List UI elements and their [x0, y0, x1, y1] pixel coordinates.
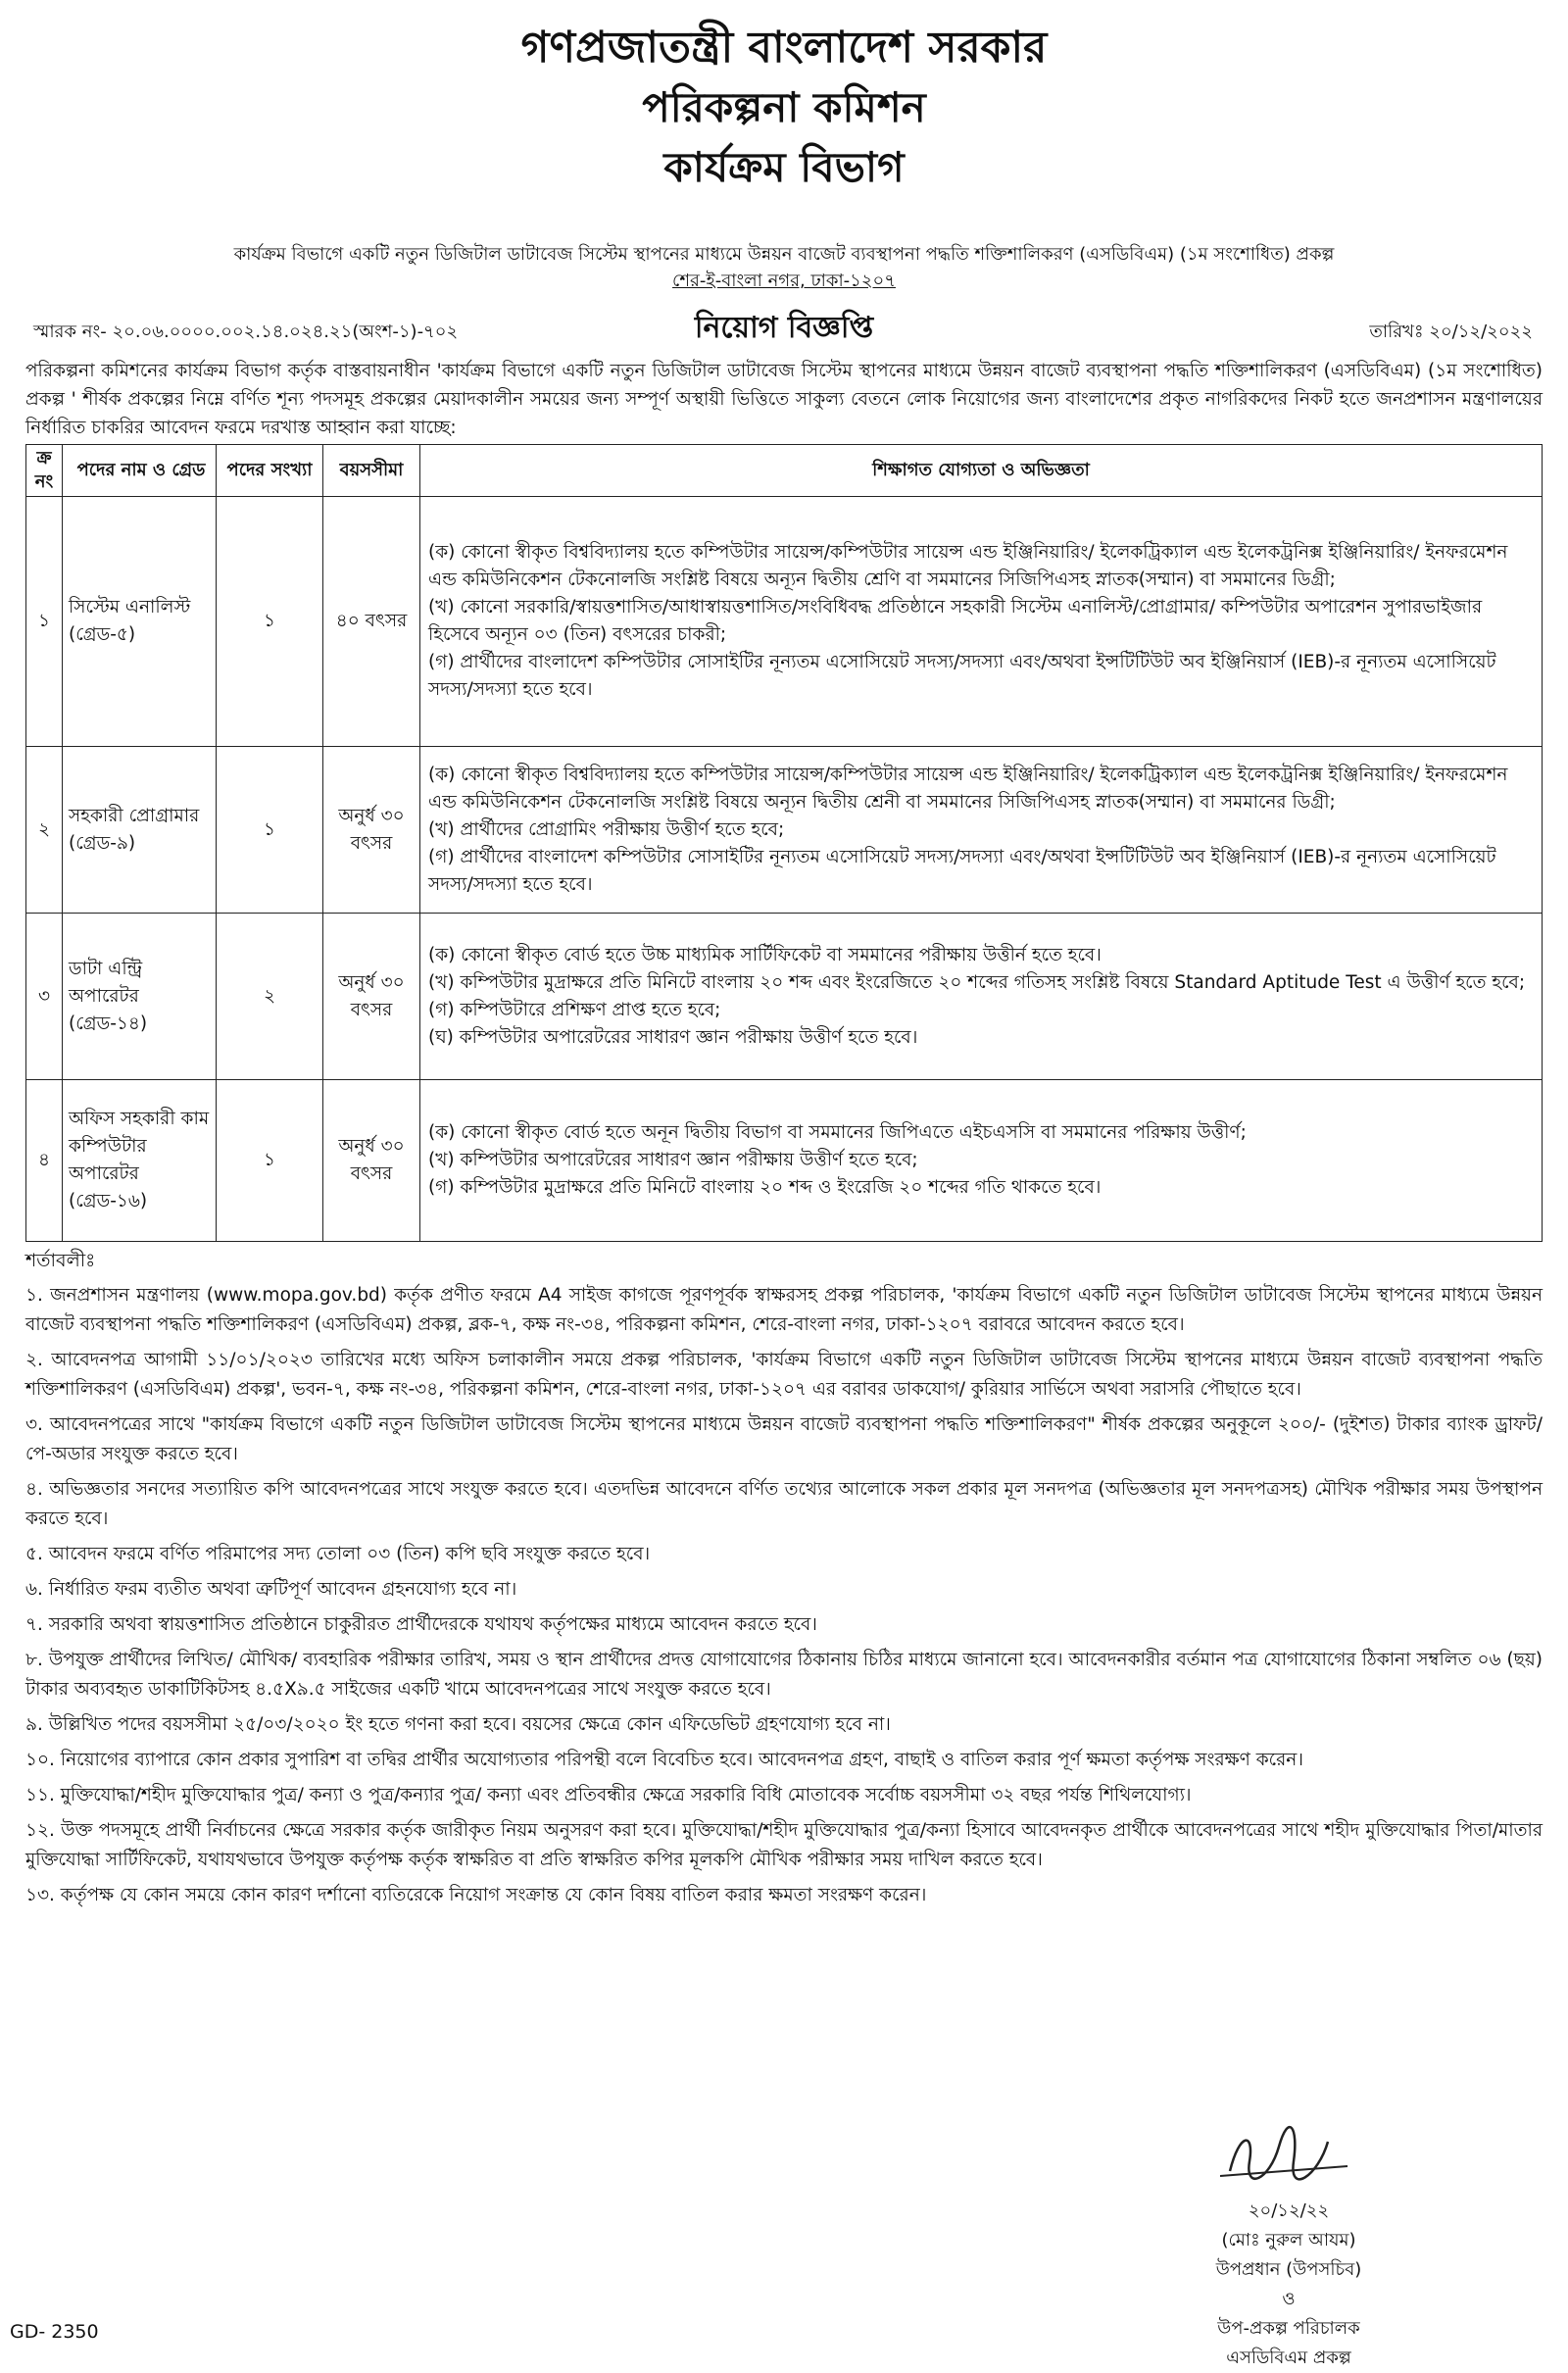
header-count: পদের সংখ্যা — [217, 445, 323, 497]
requirement-line: (গ) প্রার্থীদের বাংলাদেশ কম্পিউটার সোসাইটির নূন্যতম এসোসিয়েট সদস্য/সদস্যা এবং/অথবা ইন্সটিটিউট অব ইঞ্জিনিয়ার্স (IEB)-র নূন্যতম এসোসিয়েট সদস্য/সদস্যা হতে হবে। — [428, 652, 1496, 700]
term-item: ৭. সরকারি অথবা স্বায়ত্তশাসিত প্রতিষ্ঠানে চাকুরীরত প্রার্থীদেরকে যথাযথ কর্তৃপক্ষের মাধ্যমে আবেদন করতে হবে। — [25, 1614, 817, 1635]
signatory-and: ও — [1282, 2289, 1296, 2309]
row-post: সিস্টেম এনালিস্ট (গ্রেড-৫) — [63, 497, 217, 747]
vacancy-table — [25, 444, 1543, 1242]
memo-row — [25, 304, 1543, 349]
memo-reference: স্মারক নং- ২০.০৬.০০০০.০০২.১৪.০২৪.২১(অংশ-১)-৭০২ — [33, 321, 459, 342]
row-requirements — [420, 1080, 1543, 1242]
table-header-row — [26, 445, 1543, 497]
term-item: ৯. উল্লিখিত পদের বয়সসীমা ২৫/০৩/২০২০ ইং হতে গণনা করা হবে। বয়সের ক্ষেত্রে কোন এফিডেভিট গ্রহণযোগ্য হবে না। — [25, 1714, 891, 1735]
term-item: ১০. নিয়োগের ব্যাপারে কোন প্রকার সুপারিশ বা তদ্বির প্রার্থীর অযোগ্যতার পরিপন্থী বলে বিবেচিত হবে। আবেদনপত্র গ্রহণ, বাছাই ও বাতিল করার পূর্ণ ক্ষমতা কর্তৃপক্ষ সংরক্ষণ করেন। — [25, 1750, 1303, 1770]
requirement-line: (ক) কোনো স্বীকৃত বিশ্ববিদ্যালয় হতে কম্পিউটার সায়েন্স/কম্পিউটার সায়েন্স এন্ড ইঞ্জিনিয়ারিং/ ইলেকট্রিক্যাল এন্ড ইলেকট্রনিক্স ইঞ্জিনিয়ারিং/ ইনফরমেশন এন্ড কমিউনিকেশন টেকনোলজি সংশ্লিষ্ট বিষয়ে অন্যূন দ্বিতীয় শ্রেণি বা সমমানের সিজিপিএসহ স্নাতক(সম্মান) বা সমমানের ডিগ্রী; — [428, 542, 1508, 590]
row-age: অনুর্ধ ৩০ বৎসর — [323, 1080, 420, 1242]
header-requirements: শিক্ষাগত যোগ্যতা ও অভিজ্ঞতা — [420, 445, 1543, 497]
requirement-line: (খ) কম্পিউটার মুদ্রাক্ষরে প্রতি মিনিটে বাংলায় ২০ শব্দ এবং ইংরেজিতে ২০ শব্দের গতিসহ সংশ্লিষ্ট বিষয়ে Standard Aptitude Test এ উত্তীর্ণ হতে হবে; — [428, 971, 1526, 993]
signature-block — [1156, 2122, 1421, 2373]
notice-title: নিয়োগ বিজ্ঞপ্তি — [694, 311, 874, 345]
term-item: ৫. আবেদন ফরমে বর্ণিত পরিমাপের সদ্য তোলা ০৩ (তিন) কপি ছবি সংযুক্ত করতে হবে। — [25, 1544, 651, 1564]
gd-number: GD- 2350 — [10, 2321, 99, 2343]
row-post: ডাটা এন্ট্রি অপারেটর (গ্রেড-১৪) — [63, 914, 217, 1080]
requirement-line: (গ) কম্পিউটার মুদ্রাক্ষরে প্রতি মিনিটে বাংলায় ২০ শব্দ ও ইংরেজি ২০ শব্দের গতি থাকতে হবে। — [428, 1177, 1102, 1198]
memo-date: তারিখঃ ২০/১২/২০২২ — [1369, 321, 1533, 342]
row-serial: ৩ — [26, 914, 63, 1080]
commission-title: পরিকল্পনা কমিশন — [642, 83, 926, 131]
term-item: ১১. মুক্তিযোদ্ধা/শহীদ মুক্তিযোদ্ধার পুত্র/ কন্যা ও পুত্র/কন্যার পুত্র/ কন্যা এবং প্রতিবন্ধীর ক্ষেত্রে সরকারি বিধি মোতাবেক সর্বোচ্চ বয়সসীমা ৩২ বছর পর্যন্ত শিথিলযোগ্য। — [25, 1785, 1192, 1805]
term-item: ১. জনপ্রশাসন মন্ত্রণালয় (www.mopa.gov.bd) কর্তৃক প্রণীত ফরমে A4 সাইজ কাগজে পূরণপূর্বক স্বাক্ষরসহ প্রকল্প পরিচালক, 'কার্যক্রম বিভাগে একটি নতুন ডিজিটাল ডাটাবেজ সিস্টেম স্থাপনের মাধ্যমে উন্নয়ন বাজেট ব্যবস্থাপনা পদ্ধতি শক্তিশালিকরণ (এসডিবিএম) প্রকল্প, ব্লক-৭, কক্ষ নং-৩৪, পরিকল্পনা কমিশন, শেরে-বাংলা নগর, ঢাকা-১২০৭ বরাবরে আবেদন করতে হবে। — [25, 1285, 1543, 1335]
row-age: ৪০ বৎসর — [323, 497, 420, 747]
header-post: পদের নাম ও গ্রেড — [63, 445, 217, 497]
table-row — [26, 747, 1543, 914]
header-serial: ক্র নং — [26, 445, 63, 497]
term-item: ৬. নির্ধারিত ফরম ব্যতীত অথবা ত্রুটিপূর্ণ আবেদন গ্রহনযোগ্য হবে না। — [25, 1579, 517, 1600]
table-row — [26, 497, 1543, 747]
row-count: ১ — [217, 1080, 323, 1242]
signature-scribble — [1200, 2122, 1377, 2191]
row-count: ১ — [217, 497, 323, 747]
requirement-line: (খ) প্রার্থীদের প্রোগ্রামিং পরীক্ষায় উত্তীর্ণ হতে হবে; — [428, 818, 785, 840]
term-item: ৩. আবেদনপত্রের সাথে "কার্যক্রম বিভাগে একটি নতুন ডিজিটাল ডাটাবেজ সিস্টেম স্থাপনের মাধ্যমে উন্নয়ন বাজেট ব্যবস্থাপনা পদ্ধতি শক্তিশালিকরণ" শীর্ষক প্রকল্পের অনুকূলে ২০০/- (দুইশত) টাকার ব্যাংক ড্রাফট/ পে-অডার সংযুক্ত করতে হবে। — [25, 1414, 1543, 1464]
row-requirements — [420, 914, 1543, 1080]
row-count: ১ — [217, 747, 323, 914]
term-item: ৮. উপযুক্ত প্রার্থীদের লিখিত/ মৌখিক/ ব্যবহারিক পরীক্ষার তারিখ, সময় ও স্থান প্রার্থীদের প্রদত্ত যোগাযোগের ঠিকানায় চিঠির মাধ্যমে জানানো হবে। আবেদনকারীর বর্তমান পত্র যোগাযোগের ঠিকানা সম্বলিত ০৬ (ছয়) টাকার অব্যবহৃত ডাকাটিকিটসহ ৪.৫X৯.৫ সাইজের একটি খামে আবেদনপত্রের সাথে সংযুক্ত করতে হবে। — [25, 1650, 1543, 1700]
row-age: অনুর্ধ ৩০ বৎসর — [323, 747, 420, 914]
project-name: কার্যক্রম বিভাগে একটি নতুন ডিজিটাল ডাটাবেজ সিস্টেম স্থাপনের মাধ্যমে উন্নয়ন বাজেট ব্যবস্থাপনা পদ্ধতি শক্তিশালিকরণ (এসডিবিএম) (১ম সংশোধিত) প্রকল্প — [233, 244, 1335, 265]
requirement-line: (ক) কোনো স্বীকৃত বোর্ড হতে অনূন দ্বিতীয় বিভাগ বা সমমানের জিপিএতে এইচএসসি বা সমমানের পরিক্ষায় উত্তীর্ণ; — [428, 1122, 1247, 1143]
row-post: সহকারী প্রোগ্রামার (গ্রেড-৯) — [63, 747, 217, 914]
row-serial: ৪ — [26, 1080, 63, 1242]
signature-date: ২০/১২/২২ — [1248, 2200, 1330, 2221]
row-serial: ১ — [26, 497, 63, 747]
row-serial: ২ — [26, 747, 63, 914]
term-item: ৪. অভিজ্ঞতার সনদের সত্যায়িত কপি আবেদনপত্রের সাথে সংযুক্ত করতে হবে। এতদভিন্ন আবেদনে বর্ণিত তথ্যের আলোকে সকল প্রকার মূল সনদপত্র (অভিজ্ঞতার মূল সনদপত্রসহ) মৌখিক পরীক্ষার সময় উপস্থাপন করতে হবে। — [25, 1479, 1543, 1529]
terms-title: শর্তাবলীঃ — [25, 1250, 96, 1271]
signatory-name: (মোঃ নুরুল আযম) — [1221, 2230, 1356, 2250]
term-item: ১২. উক্ত পদসমূহে প্রার্থী নির্বাচনের ক্ষেত্রে সরকার কর্তৃক জারীকৃত নিয়ম অনুসরণ করা হবে। মুক্তিযোদ্ধা/শহীদ মুক্তিযোদ্ধার পুত্র/কন্যা হিসাবে আবেদনকৃত প্রার্থীকে আবেদনপত্রের সাথে শহীদ মুক্তিযোদ্ধার পিতা/মাতার মুক্তিযোদ্ধা সার্টিফিকেট, যথাযথভাবে উপযুক্ত কর্তৃপক্ষ কর্তৃক স্বাক্ষরিত বা প্রতি স্বাক্ষরিত কপির মূলকপি মৌখিক পরীক্ষার সময় দাখিল করতে হবে। — [25, 1820, 1543, 1870]
requirement-line: (খ) কম্পিউটার অপারেটরের সাধারণ জ্ঞান পরীক্ষায় উত্তীর্ণ হতে হবে; — [428, 1150, 918, 1170]
requirement-line: (ক) কোনো স্বীকৃত বোর্ড হতে উচ্চ মাধ্যমিক সার্টিফিকেট বা সমমানের পরীক্ষায় উত্তীর্ন হতে হবে। — [428, 944, 1102, 965]
term-item: ২. আবেদনপত্র আগামী ১১/০১/২০২৩ তারিখের মধ্যে অফিস চলাকালীন সময়ে প্রকল্প পরিচালক, 'কার্যক্রম বিভাগে একটি নতুন ডিজিটাল ডাটাবেজ সিস্টেম স্থাপনের মাধ্যমে উন্নয়ন বাজেট ব্যবস্থাপনা পদ্ধতি শক্তিশালিকরণ (এসডিবিএম) প্রকল্প', ভবন-৭, কক্ষ নং-৩৪, পরিকল্পনা কমিশন, শেরে-বাংলা নগর, ঢাকা-১২০৭ এর বরাবর ডাকযোগ/ কুরিয়ার সার্ভিসে অথবা সরাসরি পৌছাতে হবে। — [25, 1350, 1543, 1400]
term-item: ১৩. কর্তৃপক্ষ যে কোন সময়ে কোন কারণ দর্শানো ব্যতিরেকে নিয়োগ সংক্রান্ত যে কোন বিষয় বাতিল করার ক্ষমতা সংরক্ষণ করেন। — [25, 1885, 927, 1905]
requirement-line: (গ) প্রার্থীদের বাংলাদেশ কম্পিউটার সোসাইটির নূন্যতম এসোসিয়েট সদস্য/সদস্যা এবং/অথবা ইন্সটিটিউট অব ইঞ্জিনিয়ার্স (IEB)-র নূন্যতম এসোসিয়েট সদস্য/সদস্যা হতে হবে। — [428, 846, 1496, 895]
row-requirements — [420, 747, 1543, 914]
table-row — [26, 914, 1543, 1080]
row-count: ২ — [217, 914, 323, 1080]
table-row — [26, 1080, 1543, 1242]
signatory-designation: উপপ্রধান (উপসচিব) — [1215, 2259, 1362, 2280]
intro-paragraph: পরিকল্পনা কমিশনের কার্যক্রম বিভাগ কর্তৃক বাস্তবায়নাধীন 'কার্যক্রম বিভাগে একটি নতুন ডিজিটাল ডাটাবেজ সিস্টেম স্থাপনের মাধ্যমে উন্নয়ন বাজেট ব্যবস্থাপনা পদ্ধতি শক্তিশালিকরণ (এসডিবিএম) (১ম সংশোধিত) প্রকল্প ' শীর্ষক প্রকল্পের নিম্নে বর্ণিত শূন্য পদসমূহ প্রকল্পের মেয়াদকালীন সময়ের জন্য সম্পূর্ণ অস্থায়ী ভিত্তিতে সাকুল্য বেতনে লোক নিয়োগের জন্য বাংলাদেশের প্রকৃত নাগরিকদের নিকট হতে জনপ্রশাসন মন্ত্রণালয়ের নির্ধারিত চাকরির আবেদন ফরমে দরখাস্ত আহ্বান করা যাচ্ছে: — [25, 361, 1543, 438]
office-address: শের-ই-বাংলা নগর, ঢাকা-১২০৭ — [672, 271, 896, 291]
signatory-project-role: উপ-প্রকল্প পরিচালক — [1217, 2318, 1360, 2339]
terms-list — [25, 1281, 1543, 1910]
row-age: অনুর্ধ ৩০ বৎসর — [323, 914, 420, 1080]
govt-title: গণপ্রজাতন্ত্রী বাংলাদেশ সরকার — [520, 23, 1048, 73]
signatory-project: এসডিবিএম প্রকল্প — [1226, 2348, 1351, 2368]
requirement-line: (খ) কোনো সরকারি/স্বায়ত্তশাসিত/আধাস্বায়ত্তশাসিত/সংবিধিবদ্ধ প্রতিষ্ঠানে সহকারী সিস্টেম এনালিস্ট/প্রোগ্রামার/ কম্পিউটার অপারেশন সুপারভাইজার হিসেবে অন্যূন ০৩ (তিন) বৎসরের চাকরী; — [428, 597, 1483, 645]
requirement-line: (ঘ) কম্পিউটার অপারেটরের সাধারণ জ্ঞান পরীক্ষায় উত্তীর্ণ হতে হবে। — [428, 1026, 918, 1048]
header-age: বয়সসীমা — [323, 445, 420, 497]
row-requirements — [420, 497, 1543, 747]
requirement-line: (গ) কম্পিউটারে প্রশিক্ষণ প্রাপ্ত হতে হবে; — [428, 999, 721, 1020]
division-title: কার্যক্রম বিভাগ — [663, 143, 905, 191]
row-post: অফিস সহকারী কাম কম্পিউটার অপারেটর (গ্রেড-১৬) — [63, 1080, 217, 1242]
requirement-line: (ক) কোনো স্বীকৃত বিশ্ববিদ্যালয় হতে কম্পিউটার সায়েন্স/কম্পিউটার সায়েন্স এন্ড ইঞ্জিনিয়ারিং/ ইলেকট্রিক্যাল এন্ড ইলেকট্রনিক্স ইঞ্জিনিয়ারিং/ ইনফরমেশন এন্ড কমিউনিকেশন টেকনোলজি সংশ্লিষ্ট বিষয়ে অন্যূন দ্বিতীয় শ্রেনী বা সমমানের সিজিপিএসহ স্নাতক(সম্মান) বা সমমানের ডিগ্রী; — [428, 764, 1508, 813]
